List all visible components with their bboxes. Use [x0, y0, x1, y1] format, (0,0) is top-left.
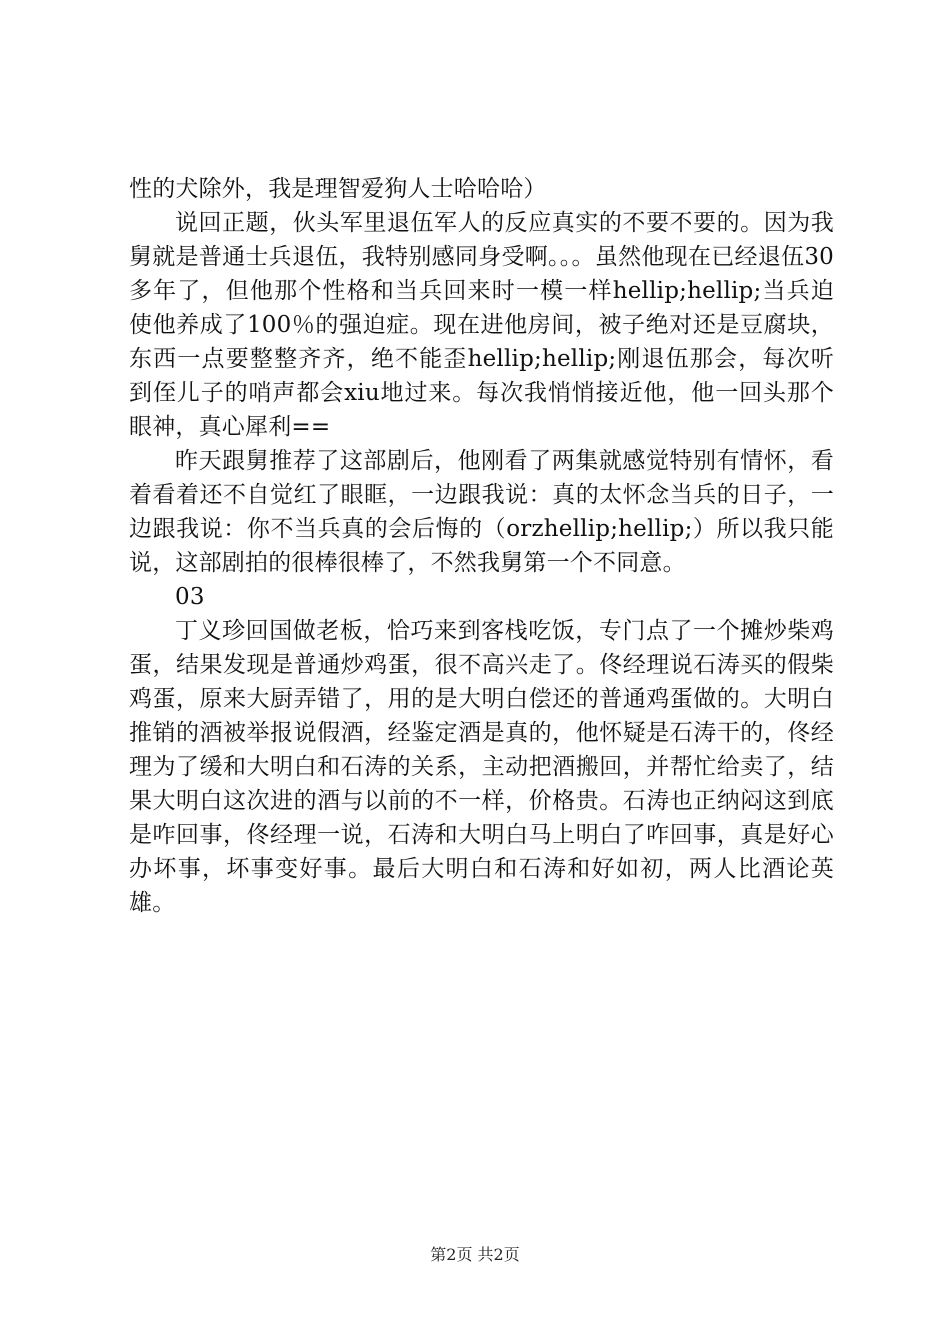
paragraph-episode-summary: 丁义珍回国做老板，恰巧来到客栈吃饭，专门点了一个摊炒柴鸡蛋，结果发现是普通炒鸡蛋，很不高兴走了。佟经理说石涛买的假柴鸡蛋，原来大厨弄错了，用的是大明白偿还的普通鸡蛋做的。大明白推销的酒被举报说假酒，经鉴定酒是真的，他怀疑是石涛干的，佟经理为了缓和大明白和石涛的关系，主动把酒搬回，并帮忙给卖了，结果大明白这次进的酒与以前的不一样，价格贵。石涛也正纳闷这到底是咋回事，佟经理一说，石涛和大明白马上明白了咋回事，真是好心办坏事，坏事变好事。最后大明白和石涛和好如初，两人比酒论英雄。: [129, 618, 834, 916]
paragraph-veteran-reaction: 说回正题，伙头军里退伍军人的反应真实的不要不要的。因为我舅就是普通士兵退伍，我特别感同身受啊。。。虽然他现在已经退伍30多年了，但他那个性格和当兵回来时一模一样hellip;hellip;当兵迫使他养成了100％的强迫症。现在进他房间，被子绝对还是豆腐块，东西一点要整整齐齐，绝不能歪hellip;hellip;刚退伍那会，每次听到侄儿子的哨声都会xiu地过来。每次我悄悄接近他，他一回头那个眼神，真心犀利==: [129, 210, 834, 440]
section-number: 03: [175, 584, 205, 610]
paragraph-continuation: 性的犬除外，我是理智爱狗人士哈哈哈）: [129, 176, 547, 202]
paragraph-uncle-recommendation: 昨天跟舅推荐了这部剧后，他刚看了两集就感觉特别有情怀，看着看着还不自觉红了眼眶，一边跟我说：真的太怀念当兵的日子，一边跟我说：你不当兵真的会后悔的（orzhellip;hellip;）所以我只能说，这部剧拍的很棒很棒了，不然我舅第一个不同意。: [129, 448, 834, 576]
page-footer: 第2页 共2页: [430, 1245, 520, 1264]
document-body: [129, 172, 834, 920]
